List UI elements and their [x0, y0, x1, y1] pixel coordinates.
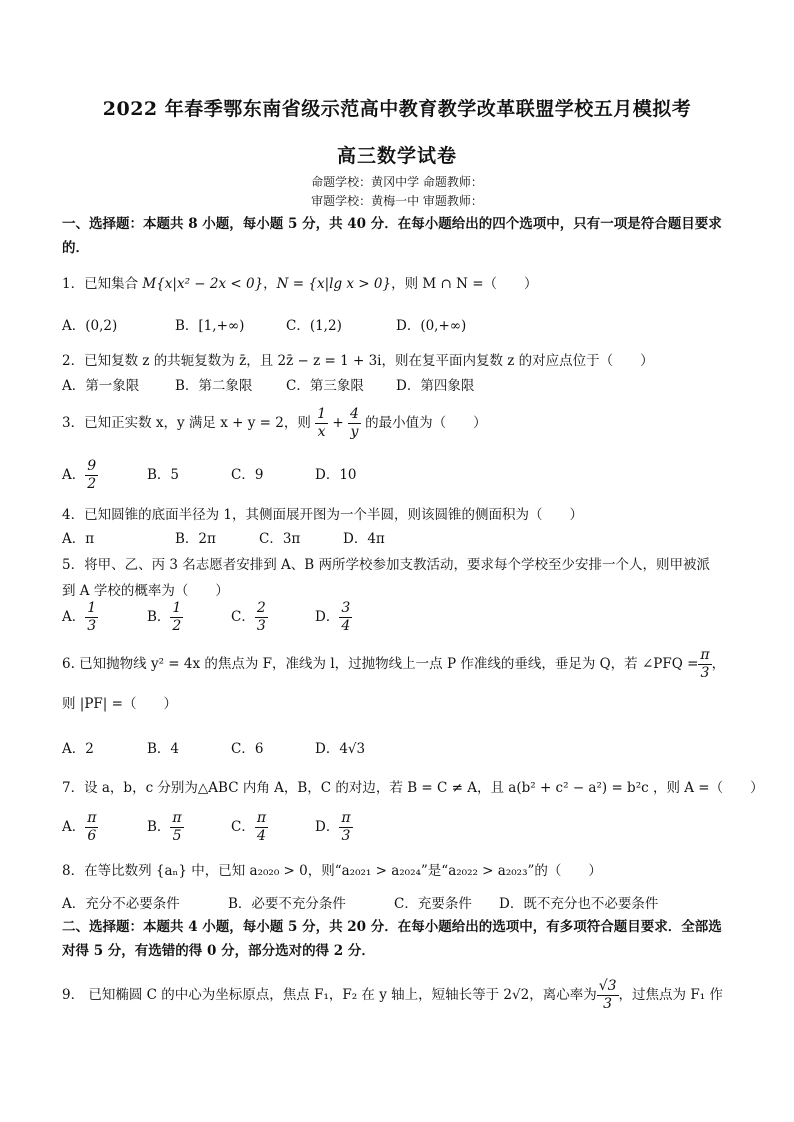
reviewer-info: 审题学校：黄梅一中 审题教师：: [311, 194, 483, 208]
q9-suffix: ，过焦点为 F₁ 作: [618, 987, 723, 1003]
q1-option-b[interactable]: B．[1,+∞): [175, 318, 245, 334]
q5-option-c[interactable]: [231, 600, 315, 635]
q3-fraction-2: [348, 406, 361, 441]
q7-c-label: C．: [231, 819, 255, 835]
q5-d-fraction: [339, 600, 352, 635]
question-3: [62, 406, 487, 441]
q7-option-d[interactable]: [315, 810, 353, 845]
q5-option-b[interactable]: [147, 600, 231, 635]
q3-fraction-1: [315, 406, 328, 441]
q3-a-fraction: [85, 458, 98, 493]
q2-option-b[interactable]: B．第二象限: [175, 378, 253, 394]
q7-d-fraction: [339, 810, 352, 845]
q7-option-c[interactable]: [231, 810, 315, 845]
q1-options: [62, 314, 466, 334]
q5-b-label: B．: [147, 609, 171, 625]
question-1: [62, 272, 538, 292]
q6-prefix: 6. 已知抛物线 y² = 4x 的焦点为 F，准线为 l，过抛物线上一点 P 作准线的垂线，垂足为 Q，若 ∠PFQ =: [62, 656, 699, 672]
q4-option-c[interactable]: C．3π: [259, 531, 301, 547]
q5-d-den: 4: [341, 618, 351, 634]
q3-f1-den: x: [317, 424, 326, 440]
q2-options: [62, 374, 474, 394]
q5-a-fraction: [85, 600, 98, 635]
q5-c-den: 3: [256, 618, 266, 634]
q3-option-d[interactable]: D．10: [315, 467, 357, 483]
q7-b-den: 5: [172, 828, 182, 844]
q3-options: [62, 458, 357, 493]
section-2-heading: [62, 915, 734, 963]
question-6: [62, 647, 725, 682]
q5-b-num: 1: [172, 600, 182, 616]
q1-set-n: N = {x|lg x > 0}: [276, 276, 392, 292]
section-1-heading-line2: 的．: [62, 240, 89, 256]
q7-c-num: π: [256, 810, 267, 826]
section-2-heading-line2: 对得 5 分，有选错的得 0 分，部分选对的得 2 分．: [62, 943, 375, 959]
q2-option-a[interactable]: A．第一象限: [62, 378, 140, 394]
q6-option-d[interactable]: D．4√3: [315, 741, 366, 757]
q7-d-num: π: [341, 810, 351, 826]
q4-option-b[interactable]: B．2π: [175, 531, 216, 547]
q6-options: [62, 737, 365, 757]
q7-c-fraction: [255, 810, 268, 845]
q5-c-fraction: [255, 600, 268, 635]
q3-option-c[interactable]: C．9: [231, 467, 264, 483]
q3-plus: +: [332, 415, 344, 431]
q9-fraction: [597, 978, 619, 1013]
q9-f-num: √3: [598, 978, 617, 994]
q7-a-fraction: [85, 810, 98, 845]
q5-d-num: 3: [341, 600, 351, 616]
question-8: 8．在等比数列 {aₙ} 中，已知 a₂₀₂₀ > 0，则“a₂₀₂₁ > a₂₀₂₄”是“a₂₀₂₂ > a₂₀₂₃”的（ ）: [62, 863, 602, 879]
q7-b-label: B．: [147, 819, 171, 835]
q3-option-a[interactable]: [62, 458, 147, 493]
section-2-heading-line1: 二、选择题：本题共 4 小题，每小题 5 分，共 20 分．在每小题给出的选项中，有多项符合题目要求．全部选: [62, 919, 722, 935]
q9-prefix: 9． 已知椭圆 C 的中心为坐标原点，焦点 F₁，F₂ 在 y 轴上，短轴长等于 2√2，离心率为: [62, 987, 597, 1003]
question-5: [62, 553, 710, 599]
q6-f-den: 3: [700, 665, 710, 681]
q1-set-m: M{x|x² − 2x < 0}: [142, 276, 264, 292]
question-9: [62, 978, 723, 1013]
q6-option-a[interactable]: A．2: [62, 741, 94, 757]
q5-c-label: C．: [231, 609, 255, 625]
q4-option-d[interactable]: D．4π: [343, 531, 385, 547]
q1-sep: ，: [263, 276, 277, 292]
q3-option-b[interactable]: B．5: [147, 467, 180, 483]
q5-option-d[interactable]: [315, 600, 352, 635]
q1-prefix: 1．已知集合: [62, 276, 143, 292]
question-7: 7．设 a，b，c 分别为△ABC 内角 A，B，C 的对边，若 B = C ≠ A，且 a(b² + c² − a²) = b²c ，则 A =（ ）: [62, 780, 764, 796]
q1-option-c[interactable]: C．(1,2): [286, 318, 342, 334]
q3-f2-num: 4: [349, 406, 359, 422]
q2-option-c[interactable]: C．第三象限: [286, 378, 364, 394]
question-2: 2．已知复数 z 的共轭复数为 z̄，且 2z̄ − z = 1 + 3i，则在复平面内复数 z 的对应点位于（ ）: [62, 353, 654, 369]
q5-a-num: 1: [87, 600, 97, 616]
q5-line1: 5．将甲、乙、丙 3 名志愿者安排到 A、B 两所学校参加支教活动，要求每个学校至少安排一个人，则甲被派: [62, 557, 711, 573]
q2-option-d[interactable]: D．第四象限: [396, 378, 475, 394]
question-4: 4．已知圆锥的底面半径为 1，其侧面展开图为一个半圆，则该圆锥的侧面积为（ ）: [62, 507, 583, 523]
q5-b-fraction: [170, 600, 183, 635]
q3-a-label: A．: [62, 467, 86, 483]
q5-line2: 到 A 学校的概率为（ ）: [62, 583, 229, 599]
q7-d-den: 3: [341, 828, 351, 844]
q6-option-b[interactable]: B．4: [147, 741, 180, 757]
q8-options: [62, 892, 658, 912]
q7-a-num: π: [87, 810, 97, 826]
q6-option-c[interactable]: C．6: [231, 741, 264, 757]
q5-a-den: 3: [87, 618, 97, 634]
q1-option-d[interactable]: D．(0,+∞): [396, 318, 467, 334]
exam-subtitle: 高三数学试卷: [336, 145, 457, 167]
q8-option-a[interactable]: A．充分不必要条件: [62, 896, 180, 912]
q8-option-b[interactable]: B．必要不充分条件: [228, 896, 346, 912]
q7-options: [62, 810, 353, 845]
q8-option-d[interactable]: D．既不充分也不必要条件: [499, 896, 659, 912]
q4-option-a[interactable]: A．π: [62, 531, 95, 547]
q7-d-label: D．: [315, 819, 340, 835]
q8-option-c[interactable]: C．充要条件: [394, 896, 472, 912]
q5-d-label: D．: [315, 609, 340, 625]
q6-line2: 则 |PF| =（ ）: [62, 696, 177, 712]
q1-option-a[interactable]: A．(0,2): [62, 318, 118, 334]
q7-option-b[interactable]: [147, 810, 231, 845]
q7-b-fraction: [170, 810, 183, 845]
q6-fraction: [698, 647, 711, 682]
q3-prefix: 3．已知正实数 x，y 满足 x + y = 2，则: [62, 415, 311, 431]
q5-b-den: 2: [172, 618, 182, 634]
q3-f1-num: 1: [317, 406, 327, 422]
q7-c-den: 4: [256, 828, 266, 844]
q3-a-num: 9: [87, 458, 97, 474]
section-1-heading-line1: 一、选择题：本题共 8 小题，每小题 5 分，共 40 分．在每小题给出的四个选项中，只有一项是符合题目要求: [62, 216, 722, 232]
q9-f-den: 3: [603, 996, 613, 1012]
q5-options: [62, 600, 352, 635]
q5-a-label: A．: [62, 609, 86, 625]
q7-b-num: π: [172, 810, 182, 826]
q7-option-a[interactable]: [62, 810, 147, 845]
q7-a-den: 6: [87, 828, 97, 844]
exam-title: 2022 年春季鄂东南省级示范高中教育教学改革联盟学校五月模拟考: [102, 98, 692, 120]
q5-option-a[interactable]: [62, 600, 147, 635]
q3-suffix: 的最小值为（ ）: [365, 415, 487, 431]
q1-suffix: ，则 M ∩ N =（ ）: [391, 276, 538, 292]
q6-suffix: ，: [711, 656, 726, 672]
q4-options: [62, 527, 385, 547]
q6-f-num: π: [700, 647, 710, 663]
q5-c-num: 2: [256, 600, 266, 616]
q3-a-den: 2: [87, 476, 97, 492]
setter-info: 命题学校：黄冈中学 命题教师：: [311, 175, 483, 189]
q3-f2-den: y: [350, 424, 359, 440]
q7-a-label: A．: [62, 819, 86, 835]
section-1-heading: [62, 212, 734, 260]
